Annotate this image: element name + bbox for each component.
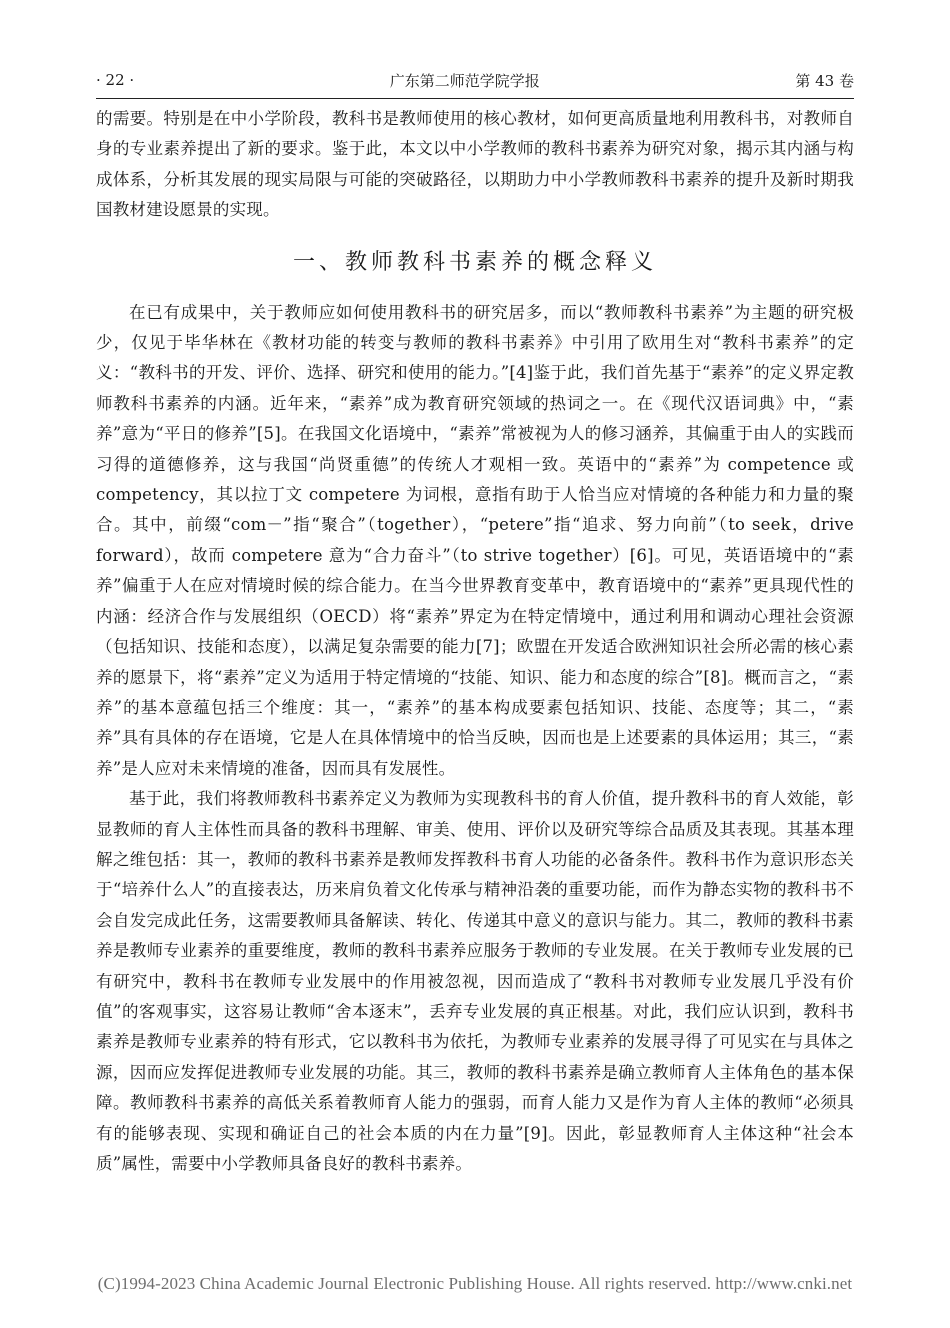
body-paragraph-1: 在已有成果中，关于教师应如何使用教科书的研究居多，而以“教师教科书素养”为主题的研究极少，仅见于毕华林在《教材功能的转变与教师的教科书素养》中引用了欧用生对“教科书素养”的定义：“教科书的开发、评价、选择、研究和使用的能力。”[4]鉴于此，我们首先基于“素养”的定义界定教师教科书素养的内涵。近年来，“素养”成为教育研究领域的热词之一。在《现代汉语词典》中，“素养”意为“平日的修养”[5]。在我国文化语境中，“素养”常被视为人的修习涵养，其偏重于由人的实践而习得的道德修养，这与我国“尚贤重德”的传统人才观相一致。英语中的“素养”为 competence 或 competency，其以拉丁文 competere 为词根，意指有助于人恰当应对情境的各种能力和力量的聚合。其中，前缀“com－”指“聚合”（together），“petere”指“追求、努力向前”（to seek，drive forward），故而 competere 意为“合力奋斗”（to strive together）[6]。可见，英语语境中的“素养”偏重于人在应对情境时候的综合能力。在当今世界教育变革中，教育语境中的“素养”更具现代性的内涵：经济合作与发展组织（OECD）将“素养”界定为在特定情境中，通过利用和调动心理社会资源（包括知识、技能和态度），以满足复杂需要的能力[7]；欧盟在开发适合欧洲知识社会所必需的核心素养的愿景下，将“素养”定义为适用于特定情境的“技能、知识、能力和态度的综合”[8]。概而言之，“素养”的基本意蕴包括三个维度：其一，“素养”的基本构成要素包括知识、技能、态度等；其二，“素养”具有具体的存在语境，它是人在具体情境中的恰当反映，因而也是上述要素的具体运用；其三，“素养”是人应对未来情境的准备，因而具有发展性。 xyxy=(96,302,854,778)
section-heading: 一、教师教科书素养的概念释义 xyxy=(292,249,657,275)
volume-label: 第 43 卷 xyxy=(795,71,854,90)
body-paragraph-2: 基于此，我们将教师教科书素养定义为教师为实现教科书的育人价值，提升教科书的育人效能，彰显教师的育人主体性而具备的教科书理解、审美、使用、评价以及研究等综合品质及其表现。其基本理解之维包括：其一，教师的教科书素养是教师发挥教科书育人功能的必备条件。教科书作为意识形态关于“培养什么人”的直接表达，历来肩负着文化传承与精神沿袭的重要功能，而作为静态实物的教科书不会自发完成此任务，这需要教师具备解读、转化、传递其中意义的意识与能力。其二，教师的教科书素养是教师专业素养的重要维度，教师的教科书素养应服务于教师的专业发展。在关于教师专业发展的已有研究中，教科书在教师专业发展中的作用被忽视，因而造成了“教科书对教师专业发展几乎没有价值”的客观事实，这容易让教师“舍本逐末”，丢弃专业发展的真正根基。对此，我们应认识到，教科书素养是教师专业素养的特有形式，它以教科书为依托，为教师专业素养的发展寻得了可见实在与具体之源，因而应发挥促进教师专业发展的功能。其三，教师的教科书素养是确立教师育人主体角色的基本保障。教师教科书素养的高低关系着教师育人能力的强弱，而育人能力又是作为育人主体的教师“必须具有的能够表现、实现和确证自己的社会本质的内在力量”[9]。因此，彰显教师育人主体这种“社会本质”属性，需要中小学教师具备良好的教科书素养。 xyxy=(96,789,854,1173)
header-divider xyxy=(96,98,854,99)
article-body xyxy=(96,104,854,1179)
intro-paragraph: 的需要。特别是在中小学阶段，教科书是教师使用的核心教材，如何更高质量地利用教科书，对教师自身的专业素养提出了新的要求。鉴于此，本文以中小学教师的教科书素养为研究对象，揭示其内涵与构成体系，分析其发展的现实局限与可能的突破路径，以期助力中小学教师教科书素养的提升及新时期我国教材建设愿景的实现。 xyxy=(96,109,854,220)
running-header xyxy=(96,66,854,94)
journal-title: 广东第二师范学院学报 xyxy=(389,71,540,90)
page-number: · 22 · xyxy=(96,71,135,89)
copyright-footer: (C)1994-2023 China Academic Journal Electronic Publishing House. All rights reserved. http://www.cnki.net xyxy=(97,1274,853,1293)
